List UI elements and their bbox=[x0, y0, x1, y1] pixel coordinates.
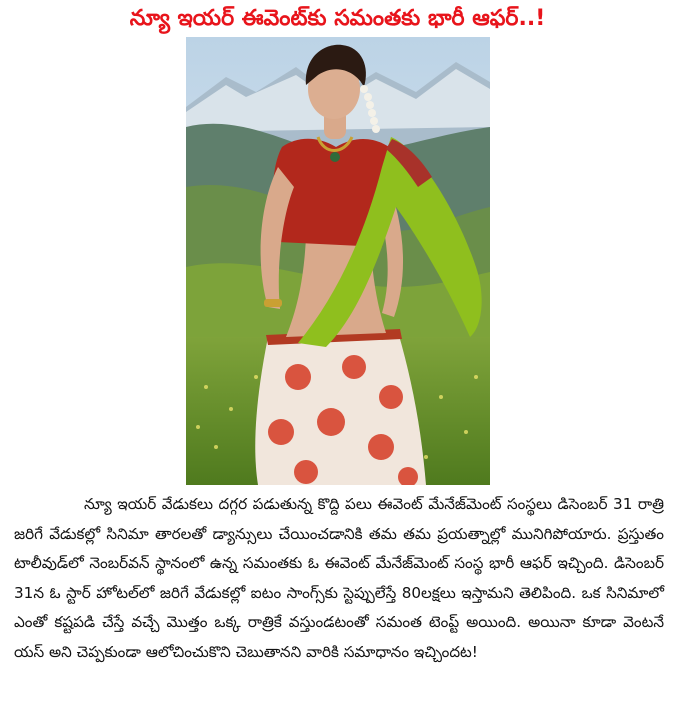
article-body-text: న్యూ ఇయర్ వేడుకలు దగ్గర పడుతున్న కొద్ది పలు ఈవెంట్ మేనేజ్‌మెంట్ సంస్థలు డిసెంబర్ 31 రాత్రి జరిగే వేడుకల్లో సినిమా తారలతో డ్యాన్సులు చేయించడానికి తమ తమ ప్రయత్నాల్లో మునిగిపోయారు. ప్రస్తుతం టాలీవుడ్‌లో నెంబర్‌వన్ స్థానంలో ఉన్న సమంతకు ఓ ఈవెంట్ మేనేజ్‌మెంట్ సంస్థ భారీ ఆఫర్ ఇచ్చింది. డిసెంబర్ 31న ఓ స్టార్ హోటల్‌లో జరిగే వేడుకల్లో ఐటం సాంగ్స్‌కు స్టెప్పులేస్తే 80లక్షలు ఇస్తామని తెలిపింది. ఒక సినిమాలో ఎంతో కష్టపడి చేస్తే వచ్చే మొత్తం ఒక్క రాత్రికే వస్తుండటంతో సమంత టెంప్ట్ అయింది. అయినా కూడా వెంటనే యస్ అని చెప్పకుండా ఆలోచించుకొని చెబుతానని వారికి సమాధానం ఇచ్చిందట! bbox=[14, 495, 664, 661]
article-headline: న్యూ ఇయర్ ఈవెంట్‌కు సమంతకు భారీ ఆఫర్..! bbox=[129, 6, 546, 31]
article-body bbox=[14, 490, 664, 668]
article-photo bbox=[186, 37, 490, 485]
